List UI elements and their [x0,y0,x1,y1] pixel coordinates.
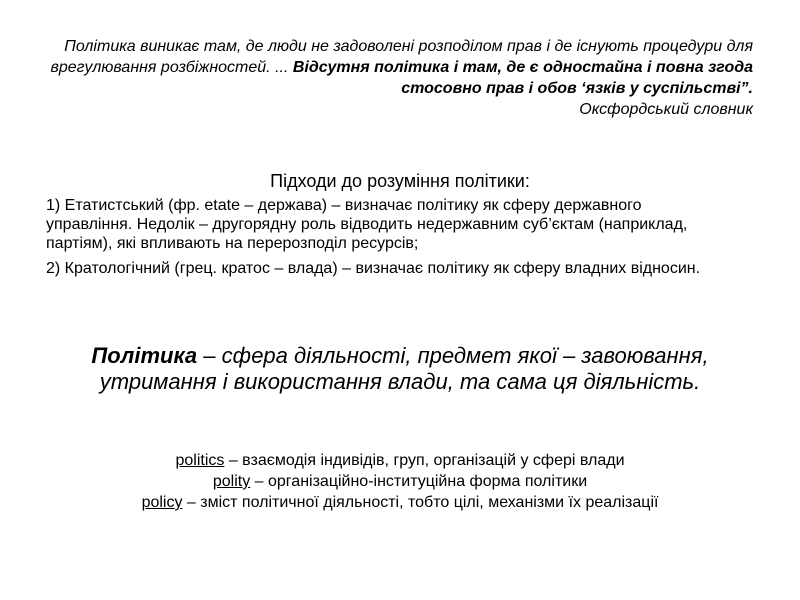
approaches-heading: Підходи до розуміння політики: [270,171,530,191]
quote-text: Політика виникає там, де люди не задоволені розподілом прав і де існують процедури для врегулювання розбіжностей. ... [50,38,753,76]
epigraph-quote [40,36,753,120]
politics-definition [30,343,770,395]
term-policy [0,492,800,513]
quote-emphasis: Відсутня політика і там, де є одностайна і повна згода стосовно прав і обов ‘язків у суспільстві”. [292,59,753,97]
term-polity [0,471,800,492]
definition-term: Політика [91,343,198,368]
term-politics [0,450,800,471]
term-word: politics [175,452,225,469]
quote-source: Оксфордський словник [579,101,753,118]
term-word: polity [212,473,251,490]
approach-etatist: 1) Етатистський (фр. etate – держава) – визначає політику як сферу державного управління. Недолік – другорядну роль відводить недержавним суб’єктам (наприклад, партіям), які впливають на перерозподіл ресурсів; [46,197,688,252]
term-word: policy [141,494,183,511]
approach-kratological: 2) Кратологічний (грец. кратос – влада) – визначає політику як сферу владних відносин. [46,260,701,277]
term-meaning: – взаємодія індивідів, груп, організацій у сфері влади [224,452,625,469]
approaches-list [46,196,726,284]
definition-text: – сфера діяльності, предмет якої – завоювання, утримання і використання влади, та сама ця діяльність. [99,343,709,394]
term-meaning: – зміст політичної діяльності, тобто цілі, механізми їх реалізації [182,494,659,511]
term-meaning: – організаційно-інституційна форма політики [250,473,588,490]
terms-list [0,450,800,513]
